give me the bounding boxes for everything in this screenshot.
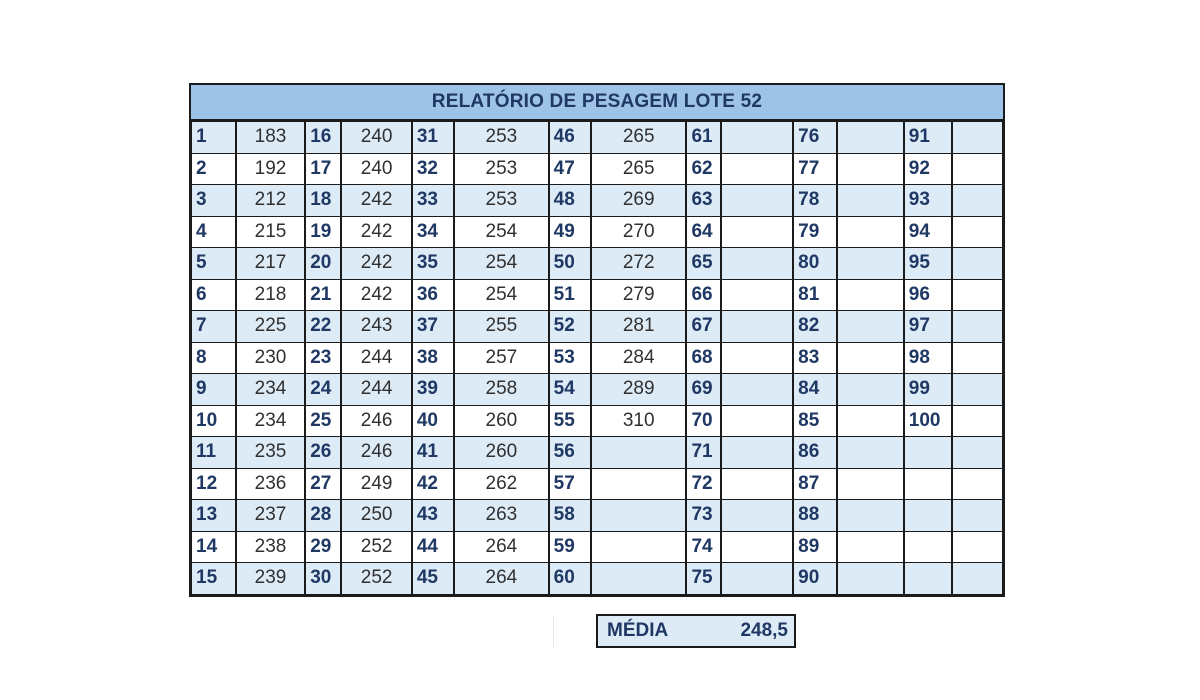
- animal-number-cell: 8: [192, 342, 236, 374]
- weight-cell: 272: [591, 248, 687, 280]
- weight-cell: [837, 153, 903, 185]
- animal-number-cell: 15: [192, 563, 236, 595]
- animal-number-cell: 88: [793, 500, 837, 532]
- weight-cell: [721, 531, 793, 563]
- weight-cell: [952, 374, 1002, 406]
- animal-number-cell: 89: [793, 531, 837, 563]
- weight-cell: [721, 405, 793, 437]
- animal-number-cell: 77: [793, 153, 837, 185]
- animal-number-cell: 97: [904, 311, 952, 343]
- weight-cell: 218: [236, 279, 305, 311]
- animal-number-cell: 96: [904, 279, 952, 311]
- weight-cell: 242: [341, 248, 411, 280]
- weights-grid: [191, 121, 1003, 595]
- animal-number-cell: 18: [305, 185, 341, 217]
- animal-number-cell: [904, 531, 952, 563]
- animal-number-cell: 100: [904, 405, 952, 437]
- weight-cell: [721, 185, 793, 217]
- animal-number-cell: 58: [549, 500, 591, 532]
- weighing-report-table: [189, 83, 1005, 597]
- weight-cell: [837, 311, 903, 343]
- animal-number-cell: 85: [793, 405, 837, 437]
- animal-number-cell: 98: [904, 342, 952, 374]
- weight-cell: 192: [236, 153, 305, 185]
- animal-number-cell: 60: [549, 563, 591, 595]
- average-value: 248,5: [740, 620, 788, 641]
- weight-cell: 237: [236, 500, 305, 532]
- animal-number-cell: 73: [686, 500, 720, 532]
- weight-cell: [837, 248, 903, 280]
- animal-number-cell: [904, 500, 952, 532]
- weight-cell: [837, 122, 903, 154]
- weight-cell: 254: [454, 279, 549, 311]
- weight-cell: [721, 374, 793, 406]
- animal-number-cell: [904, 563, 952, 595]
- weight-cell: 242: [341, 279, 411, 311]
- weight-cell: [721, 563, 793, 595]
- cell-gridline: [553, 615, 554, 647]
- weight-cell: [721, 342, 793, 374]
- table-row: [192, 563, 1003, 595]
- weight-cell: 240: [341, 153, 411, 185]
- animal-number-cell: 22: [305, 311, 341, 343]
- animal-number-cell: 27: [305, 468, 341, 500]
- animal-number-cell: 48: [549, 185, 591, 217]
- animal-number-cell: 57: [549, 468, 591, 500]
- weight-cell: 230: [236, 342, 305, 374]
- weight-cell: 244: [341, 374, 411, 406]
- table-row: [192, 153, 1003, 185]
- animal-number-cell: 34: [412, 216, 454, 248]
- animal-number-cell: 59: [549, 531, 591, 563]
- weight-cell: 183: [236, 122, 305, 154]
- weight-cell: 289: [591, 374, 687, 406]
- weight-cell: [837, 405, 903, 437]
- weight-cell: 254: [454, 248, 549, 280]
- weight-cell: [952, 185, 1002, 217]
- weight-cell: [721, 437, 793, 469]
- animal-number-cell: 70: [686, 405, 720, 437]
- weight-cell: 246: [341, 437, 411, 469]
- weight-cell: 253: [454, 153, 549, 185]
- weight-cell: 250: [341, 500, 411, 532]
- animal-number-cell: 69: [686, 374, 720, 406]
- animal-number-cell: 33: [412, 185, 454, 217]
- weight-cell: 246: [341, 405, 411, 437]
- animal-number-cell: 7: [192, 311, 236, 343]
- weight-cell: [837, 342, 903, 374]
- animal-number-cell: 46: [549, 122, 591, 154]
- animal-number-cell: 87: [793, 468, 837, 500]
- table-row: [192, 342, 1003, 374]
- weight-cell: [952, 500, 1002, 532]
- table-row: [192, 500, 1003, 532]
- weight-cell: [952, 437, 1002, 469]
- animal-number-cell: 94: [904, 216, 952, 248]
- animal-number-cell: 91: [904, 122, 952, 154]
- weight-cell: [721, 216, 793, 248]
- weight-cell: 242: [341, 216, 411, 248]
- animal-number-cell: 49: [549, 216, 591, 248]
- animal-number-cell: 2: [192, 153, 236, 185]
- weight-cell: [952, 122, 1002, 154]
- weight-cell: [837, 374, 903, 406]
- weight-cell: 263: [454, 500, 549, 532]
- animal-number-cell: 62: [686, 153, 720, 185]
- animal-number-cell: 13: [192, 500, 236, 532]
- weight-cell: 265: [591, 153, 687, 185]
- animal-number-cell: 41: [412, 437, 454, 469]
- animal-number-cell: 68: [686, 342, 720, 374]
- weight-cell: 243: [341, 311, 411, 343]
- weight-cell: 264: [454, 563, 549, 595]
- animal-number-cell: 50: [549, 248, 591, 280]
- animal-number-cell: 44: [412, 531, 454, 563]
- animal-number-cell: 28: [305, 500, 341, 532]
- weight-cell: [952, 311, 1002, 343]
- weight-cell: [721, 468, 793, 500]
- weight-cell: [952, 531, 1002, 563]
- weight-cell: [721, 122, 793, 154]
- weight-cell: [837, 216, 903, 248]
- weight-cell: [721, 279, 793, 311]
- weight-cell: [952, 563, 1002, 595]
- table-row: [192, 185, 1003, 217]
- animal-number-cell: 6: [192, 279, 236, 311]
- weight-cell: 257: [454, 342, 549, 374]
- animal-number-cell: 81: [793, 279, 837, 311]
- weight-cell: 238: [236, 531, 305, 563]
- weight-cell: 244: [341, 342, 411, 374]
- weight-cell: 254: [454, 216, 549, 248]
- weight-cell: 255: [454, 311, 549, 343]
- animal-number-cell: 52: [549, 311, 591, 343]
- weight-cell: [591, 531, 687, 563]
- animal-number-cell: 31: [412, 122, 454, 154]
- weight-cell: [952, 216, 1002, 248]
- weight-cell: [837, 531, 903, 563]
- weight-cell: [837, 185, 903, 217]
- table-row: [192, 405, 1003, 437]
- weight-cell: 270: [591, 216, 687, 248]
- table-row: [192, 311, 1003, 343]
- weight-cell: [721, 311, 793, 343]
- animal-number-cell: 9: [192, 374, 236, 406]
- animal-number-cell: 79: [793, 216, 837, 248]
- animal-number-cell: 65: [686, 248, 720, 280]
- weight-cell: [721, 248, 793, 280]
- table-row: [192, 531, 1003, 563]
- animal-number-cell: 38: [412, 342, 454, 374]
- animal-number-cell: 82: [793, 311, 837, 343]
- table-row: [192, 437, 1003, 469]
- weight-cell: [952, 468, 1002, 500]
- weight-cell: 235: [236, 437, 305, 469]
- weight-cell: 265: [591, 122, 687, 154]
- weight-cell: [591, 500, 687, 532]
- weight-cell: 252: [341, 531, 411, 563]
- animal-number-cell: 36: [412, 279, 454, 311]
- animal-number-cell: 21: [305, 279, 341, 311]
- weight-cell: 284: [591, 342, 687, 374]
- weight-cell: 264: [454, 531, 549, 563]
- table-row: [192, 216, 1003, 248]
- animal-number-cell: 72: [686, 468, 720, 500]
- animal-number-cell: 47: [549, 153, 591, 185]
- animal-number-cell: [904, 437, 952, 469]
- weight-cell: 234: [236, 405, 305, 437]
- weight-cell: [952, 342, 1002, 374]
- weight-cell: 225: [236, 311, 305, 343]
- animal-number-cell: 17: [305, 153, 341, 185]
- table-row: [192, 248, 1003, 280]
- animal-number-cell: 99: [904, 374, 952, 406]
- animal-number-cell: 23: [305, 342, 341, 374]
- weight-cell: 269: [591, 185, 687, 217]
- animal-number-cell: 42: [412, 468, 454, 500]
- animal-number-cell: 76: [793, 122, 837, 154]
- weight-cell: [837, 468, 903, 500]
- animal-number-cell: 54: [549, 374, 591, 406]
- animal-number-cell: 20: [305, 248, 341, 280]
- animal-number-cell: [904, 468, 952, 500]
- weight-cell: [721, 500, 793, 532]
- table-row: [192, 468, 1003, 500]
- animal-number-cell: 75: [686, 563, 720, 595]
- animal-number-cell: 10: [192, 405, 236, 437]
- weight-cell: 310: [591, 405, 687, 437]
- animal-number-cell: 66: [686, 279, 720, 311]
- animal-number-cell: 56: [549, 437, 591, 469]
- animal-number-cell: 32: [412, 153, 454, 185]
- table-row: [192, 374, 1003, 406]
- animal-number-cell: 86: [793, 437, 837, 469]
- animal-number-cell: 3: [192, 185, 236, 217]
- animal-number-cell: 30: [305, 563, 341, 595]
- animal-number-cell: 95: [904, 248, 952, 280]
- average-box: [596, 614, 796, 648]
- animal-number-cell: 43: [412, 500, 454, 532]
- animal-number-cell: 1: [192, 122, 236, 154]
- animal-number-cell: 78: [793, 185, 837, 217]
- animal-number-cell: 19: [305, 216, 341, 248]
- animal-number-cell: 51: [549, 279, 591, 311]
- animal-number-cell: 84: [793, 374, 837, 406]
- weight-cell: [591, 563, 687, 595]
- animal-number-cell: 67: [686, 311, 720, 343]
- animal-number-cell: 29: [305, 531, 341, 563]
- animal-number-cell: 24: [305, 374, 341, 406]
- weight-cell: [952, 248, 1002, 280]
- weight-cell: 258: [454, 374, 549, 406]
- weight-cell: 212: [236, 185, 305, 217]
- weight-cell: 260: [454, 405, 549, 437]
- table-row: [192, 122, 1003, 154]
- weight-cell: 236: [236, 468, 305, 500]
- weight-cell: 253: [454, 185, 549, 217]
- animal-number-cell: 25: [305, 405, 341, 437]
- weight-cell: 252: [341, 563, 411, 595]
- weight-cell: 281: [591, 311, 687, 343]
- weight-cell: 234: [236, 374, 305, 406]
- animal-number-cell: 11: [192, 437, 236, 469]
- weight-cell: 249: [341, 468, 411, 500]
- weight-cell: [591, 468, 687, 500]
- animal-number-cell: 64: [686, 216, 720, 248]
- animal-number-cell: 61: [686, 122, 720, 154]
- weight-cell: 279: [591, 279, 687, 311]
- weight-cell: 217: [236, 248, 305, 280]
- weight-cell: [952, 279, 1002, 311]
- animal-number-cell: 45: [412, 563, 454, 595]
- animal-number-cell: 37: [412, 311, 454, 343]
- animal-number-cell: 83: [793, 342, 837, 374]
- animal-number-cell: 53: [549, 342, 591, 374]
- weight-cell: [721, 153, 793, 185]
- animal-number-cell: 74: [686, 531, 720, 563]
- weight-cell: 260: [454, 437, 549, 469]
- animal-number-cell: 90: [793, 563, 837, 595]
- weight-cell: [952, 153, 1002, 185]
- animal-number-cell: 39: [412, 374, 454, 406]
- weight-cell: [952, 405, 1002, 437]
- animal-number-cell: 16: [305, 122, 341, 154]
- weight-cell: 242: [341, 185, 411, 217]
- animal-number-cell: 93: [904, 185, 952, 217]
- weight-cell: 215: [236, 216, 305, 248]
- weight-cell: 240: [341, 122, 411, 154]
- average-label: MÉDIA: [607, 620, 669, 641]
- animal-number-cell: 4: [192, 216, 236, 248]
- weight-cell: [837, 500, 903, 532]
- animal-number-cell: 92: [904, 153, 952, 185]
- table-row: [192, 279, 1003, 311]
- animal-number-cell: 71: [686, 437, 720, 469]
- animal-number-cell: 80: [793, 248, 837, 280]
- animal-number-cell: 12: [192, 468, 236, 500]
- weight-cell: 239: [236, 563, 305, 595]
- weight-cell: [837, 437, 903, 469]
- animal-number-cell: 63: [686, 185, 720, 217]
- weight-cell: [837, 563, 903, 595]
- weight-cell: 262: [454, 468, 549, 500]
- animal-number-cell: 55: [549, 405, 591, 437]
- animal-number-cell: 35: [412, 248, 454, 280]
- animal-number-cell: 26: [305, 437, 341, 469]
- animal-number-cell: 40: [412, 405, 454, 437]
- report-title: RELATÓRIO DE PESAGEM LOTE 52: [191, 85, 1003, 121]
- weight-cell: [837, 279, 903, 311]
- animal-number-cell: 14: [192, 531, 236, 563]
- animal-number-cell: 5: [192, 248, 236, 280]
- weight-cell: [591, 437, 687, 469]
- weight-cell: 253: [454, 122, 549, 154]
